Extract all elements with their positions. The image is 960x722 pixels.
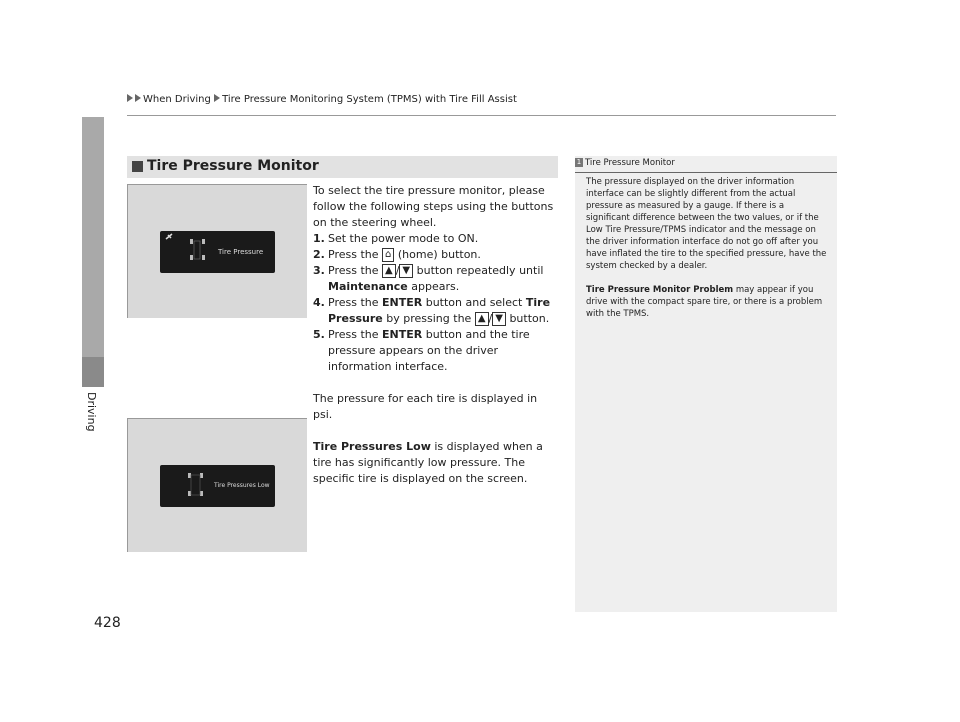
sidebar-header (575, 158, 837, 173)
tire-icon (188, 491, 191, 496)
step-number: 3. (313, 264, 325, 277)
step-text: Press the ⌂ (home) button. (328, 248, 481, 261)
breadcrumb-item[interactable]: Tire Pressure Monitoring System (TPMS) with Tire Fill Assist (222, 94, 517, 105)
step-number: 4. (313, 296, 325, 309)
illustration-tire-pressure (127, 184, 307, 318)
tire-icon (200, 473, 203, 478)
section-title: Tire Pressure Monitor (147, 158, 319, 174)
header-rule (127, 115, 836, 116)
chapter-label: Driving (85, 392, 98, 432)
note-marker-icon: 1 (576, 158, 582, 166)
tire-icon (190, 255, 193, 260)
step-1 (313, 231, 559, 247)
car-outline-icon (194, 241, 200, 259)
psi-text: The pressure for each tire is displayed in psi. (313, 392, 538, 421)
breadcrumb-item[interactable]: When Driving (143, 94, 211, 105)
illustration-tire-pressures-low (127, 418, 307, 552)
step-number: 2. (313, 248, 325, 261)
sidebar-body (586, 176, 829, 332)
display-screen (160, 231, 275, 273)
breadcrumb (127, 94, 517, 105)
chapter-tab (82, 357, 104, 387)
tire-icon (190, 239, 193, 244)
chapter-tab-background (82, 117, 104, 357)
instructions (313, 183, 559, 487)
sidebar-paragraph: Tire Pressure Monitor Problem may appear if you drive with the compact spare tire, or there is a problem with the TPMS. (586, 285, 823, 319)
down-arrow-icon: ▼ (492, 312, 506, 326)
sidebar-note (575, 156, 837, 612)
low-pressure-text: Tire Pressures Low is displayed when a tire has significantly low pressure. The specific tire is displayed on the screen. (313, 440, 543, 485)
tire-icon (188, 473, 191, 478)
breadcrumb-arrow-icon (214, 94, 220, 102)
display-screen (160, 465, 275, 507)
tire-icon (202, 239, 205, 244)
sidebar-paragraph: The pressure displayed on the driver information interface can be slightly different from the actual pressure as measured by a gauge. If there is a significant difference between the two values, or if the Low Tire Pressure/TPMS indicator and the message on the driver information interface do not go off after you have inflated the tire to the specified pressure, have the system checked by a dealer. (586, 177, 827, 271)
step-text: Press the ENTER button and select Tire Pressure by pressing the ▲ / ▼ button. (328, 296, 551, 325)
tire-icon (200, 491, 203, 496)
step-3 (313, 263, 559, 295)
screen-label: Tire Pressure (218, 248, 264, 256)
down-arrow-icon: ▼ (399, 264, 413, 278)
breadcrumb-arrow-icon (127, 94, 133, 102)
step-2 (313, 247, 559, 263)
step-5 (313, 327, 559, 375)
section-header (127, 156, 558, 178)
page-number: 428 (94, 615, 121, 631)
car-outline-icon (191, 475, 200, 495)
step-text: Set the power mode to ON. (328, 232, 479, 245)
up-arrow-icon: ▲ (475, 312, 489, 326)
step-text: Press the ENTER button and the tire pressure appears on the driver information interface. (328, 328, 530, 373)
sidebar-title: Tire Pressure Monitor (585, 158, 675, 168)
breadcrumb-arrow-icon (135, 94, 141, 102)
section-square-icon (132, 161, 143, 172)
home-icon: ⌂ (382, 248, 394, 262)
up-arrow-icon: ▲ (382, 264, 396, 278)
wrench-icon (166, 234, 172, 239)
intro-text: To select the tire pressure monitor, please follow the following steps using the buttons on the steering wheel. (313, 184, 554, 229)
step-text: Press the ▲ / ▼ button repeatedly until Maintenance appears. (328, 264, 544, 293)
tire-icon (202, 255, 205, 260)
step-4 (313, 295, 559, 327)
step-number: 1. (313, 232, 325, 245)
screen-label: Tire Pressures Low (214, 482, 270, 489)
step-number: 5. (313, 328, 325, 341)
